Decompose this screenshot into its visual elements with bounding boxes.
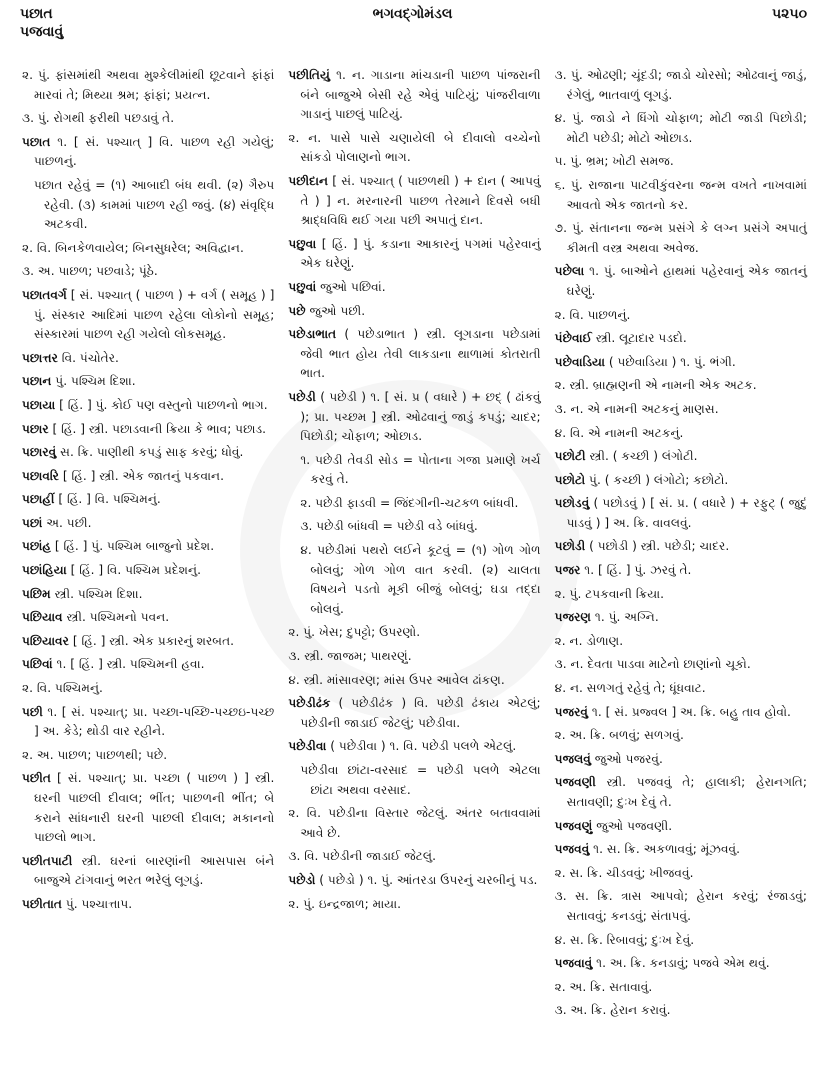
definition-text: ૧. [ હિં. ] પું. ઝરવું તે. bbox=[580, 563, 692, 578]
definition-text: ૨. સ. ક્રિ. ચીડવવું; ખીજવવું. bbox=[554, 865, 694, 880]
columns bbox=[22, 66, 807, 1025]
definition-text: વિ. પંચોતેર. bbox=[57, 350, 119, 365]
headword: પછોડી bbox=[554, 539, 586, 554]
definition-text: ૩. પું. ઓઢણી; ચૂંદડી; જાડો ચોરસો; ઓઢવાનું જાડું, રંગેલું, ભાતવાળું લૂગડું. bbox=[554, 68, 807, 102]
definition-text: ૧. ન. ગાડાના માંચડાની પાછળ પાંજરાની બંને બાજુએ બેસી રહે એવું પાટિયું; પાંજરીવાળા ગાડાનું પાછલું પાટિયું. bbox=[300, 68, 541, 122]
definition-text: [ હિં. ] વિ. પશ્ચિમનું. bbox=[54, 492, 161, 507]
definition-text: ૧. સ. ક્રિ. અકળાવવું; મૂંઝવવું. bbox=[589, 842, 741, 857]
dictionary-entry bbox=[22, 490, 274, 510]
headword: પછિયાવર bbox=[22, 633, 69, 648]
definition-text: ૪. પછેડીમાં પથરો લઈને કૂટવું = (૧) ગોળ ગોળ બોલવું; ગોળ ગોળ વાત કરવી. (૨) ચાલતા વિષયને પડતો મૂકી બીજું બોલવું; ઘડા તદ્દા બોલવું. bbox=[300, 543, 541, 616]
definition-text: [ હિં. ] સ્ત્રી. એક પ્રકારનું શરબત. bbox=[68, 633, 235, 648]
dictionary-entry bbox=[288, 737, 540, 757]
dictionary-entry bbox=[555, 817, 807, 837]
dictionary-entry bbox=[288, 871, 540, 891]
definition-text: ૨. વિ. પાછળનું. bbox=[554, 307, 631, 322]
definition-text: પછેડીવા છાંટા-વરસાદ = પછેડી પલળે એટલા છાંટા અથવા વરસાદ. bbox=[300, 763, 541, 797]
definition-text: ( પછોડવું ) [ સં. પ્ર. ( વધારે ) + રફુટ્ ( જુદું પાડવું ) ] અ. ક્રિ. વાવલવું. bbox=[566, 496, 807, 530]
headword: પછાર bbox=[22, 421, 49, 436]
entry-sense bbox=[555, 306, 807, 326]
definition-text: સ્ત્રી. ઘરનાં બારણાંની આસપાસ બંને બાજુએ ટાંગવાનું ભરત ભરેલું લૂગડું. bbox=[34, 853, 275, 888]
page-number: ૫૨૫૦ bbox=[771, 6, 807, 22]
dictionary-entry bbox=[22, 349, 274, 369]
headword: પછિવાં bbox=[22, 657, 53, 672]
definition-text: ૩. પછેડી બાંધવી = પછેડી વડે બાંધવું. bbox=[300, 519, 478, 534]
guide-word-top: પછાત bbox=[20, 6, 53, 22]
definition-text: ૫. પું. ભ્રમ; ખોટી સમજ. bbox=[554, 154, 674, 169]
dictionary-entry bbox=[555, 773, 807, 812]
entry-sense bbox=[288, 494, 540, 514]
dictionary-entry bbox=[288, 388, 540, 447]
definition-text: ૨. પછેડી ફાડવી = જિંદગીની-ચટકળ બાંધવી. bbox=[300, 495, 519, 510]
dictionary-entry bbox=[288, 66, 540, 125]
dictionary-entry bbox=[555, 329, 807, 349]
dictionary-entry bbox=[555, 353, 807, 373]
headword: પછીદાન bbox=[288, 173, 329, 188]
entry-sense bbox=[22, 66, 274, 105]
entry-sense bbox=[288, 847, 540, 867]
entry-sense bbox=[288, 129, 540, 168]
entry-sense bbox=[288, 647, 540, 667]
entry-sense bbox=[22, 679, 274, 699]
entry-sense bbox=[22, 109, 274, 129]
entry-sense bbox=[555, 219, 807, 258]
headword: પછુવા bbox=[288, 236, 317, 251]
definition-text: સ્ત્રી. પજવવું તે; હાલાકી; હેરાનગતિ; સતાવણી; દુઃખ દેવું તે. bbox=[566, 775, 807, 809]
headword: પછેડાભાત bbox=[288, 327, 337, 342]
dictionary-entry bbox=[288, 325, 540, 384]
entry-sense bbox=[555, 424, 807, 444]
entry-sense bbox=[288, 451, 540, 490]
headword: પજલવું bbox=[554, 751, 591, 766]
dictionary-entry bbox=[22, 561, 274, 581]
dictionary-entry bbox=[288, 235, 540, 274]
definition-text: ૩. પું. રોગથી ફરીથી પછડાવું તે. bbox=[22, 111, 175, 126]
entry-sense bbox=[555, 887, 807, 926]
definition-text: ૩. સ્ત્રી. જાજમ; પાથરણું. bbox=[288, 649, 412, 664]
definition-text: [ હિં. ] પું. કડાના આકારનું પગમાં પહેરવાનું એક ઘરેણું. bbox=[300, 236, 541, 271]
dictionary-entry bbox=[22, 703, 274, 742]
entry-sense bbox=[555, 726, 807, 746]
definition-text: ( પછેડાભાત ) સ્ત્રી. લૂગડાના પછેડામાં જેવી ભાત હોય તેવી લાકડાના થાળામાં કોતરાતી ભાત. bbox=[300, 327, 541, 381]
dictionary-entry bbox=[22, 852, 274, 891]
guide-word-bottom: પજવાવું bbox=[20, 24, 64, 40]
headword: પછોટો bbox=[554, 472, 586, 487]
dictionary-entry bbox=[22, 372, 274, 392]
definition-text: [ હિં. ] સ્ત્રી. એક જાતનું પકવાન. bbox=[58, 468, 224, 483]
definition-text: [ હિં. ] પું. પશ્ચિમ બાજુનો પ્રદેશ. bbox=[50, 539, 215, 554]
dictionary-entry bbox=[22, 585, 274, 605]
definition-text: પું. ( કચ્છી ) લંગોટો; કછોટો. bbox=[585, 472, 729, 487]
dictionary-entry bbox=[22, 420, 274, 440]
definition-text: ૧. [ સં. પ્રજ્વલ ] અ. ક્રિ. બહુ તાવ હોવો. bbox=[588, 704, 791, 719]
dictionary-entry bbox=[555, 750, 807, 770]
entry-sense bbox=[555, 109, 807, 148]
definition-text: ૨. અ. પાછળ; પાછળથી; પછે. bbox=[22, 747, 168, 762]
definition-text: ૨. પું. ફાંસમાંથી અથવા મુશ્કેલીમાંથી છૂટવાને ફાંફાં મારવાં તે; મિથ્યા શ્રમ; ફાંફાં; પ્રયત્ન. bbox=[22, 68, 275, 102]
entry-sense bbox=[288, 671, 540, 691]
entry-sense bbox=[555, 655, 807, 675]
dictionary-entry bbox=[22, 467, 274, 487]
definition-text: જુઓ પજવણી. bbox=[592, 818, 673, 833]
entry-sense bbox=[555, 66, 807, 105]
definition-text: ૧. [ સં. પશ્ચાત્ ] વિ. પાછળ રહી ગયેલું; પાછળનું. bbox=[34, 134, 275, 169]
definition-text: ૧. પું. બાઓને હાથમાં પહેરવાનું એક જાતનું ઘરેણું. bbox=[566, 264, 807, 298]
definition-text: ૪. પું. જાડો ને ધિંગો ચોફાળ; મોટી જાડી પિછોડી; મોટી પછેડી; મોટો ઓછાડ. bbox=[554, 111, 807, 145]
entry-sense bbox=[555, 632, 807, 652]
definition-text: ૩. સ. ક્રિ. ત્રાસ આપવો; હેરાન કરવું; રંજાડવું; સતાવવું; કનડવું; સંતાપવું. bbox=[554, 889, 807, 923]
dictionary-entry bbox=[555, 537, 807, 557]
definition-text: ૨. અ. ક્રિ. સતાવાવું. bbox=[554, 979, 653, 994]
definition-text: ( પછોડી ) સ્ત્રી. પછેડી; ચાદર. bbox=[585, 539, 730, 554]
definition-text: [ સં. પશ્ચાત્ ( પાછળ ) + વર્ગ ( સમૂહ ) ] પું. સંસ્કાર આદિમાં પાછળ રહેલા લોકોનો સમૂહ; સંસ્કારમાં પાછળ રહી ગયેલો લોકસમૂહ. bbox=[34, 287, 275, 342]
definition-text: [ હિં. ] વિ. પશ્ચિમ પ્રદેશનું. bbox=[66, 563, 202, 578]
headword: પજરવું bbox=[554, 704, 588, 719]
headword: પજવવું bbox=[554, 842, 590, 857]
definition-text: ૨. અ. ક્રિ. બળવું; સળગવું. bbox=[554, 728, 684, 743]
entry-sense bbox=[555, 176, 807, 215]
entry-sense bbox=[288, 623, 540, 643]
entry-sense bbox=[288, 517, 540, 537]
headword: પછાહીં bbox=[22, 492, 55, 507]
entry-sense bbox=[555, 152, 807, 172]
dictionary-entry bbox=[555, 262, 807, 301]
definition-text: ( પછેડો ) ૧. પું. આંતરડા ઉપરનું ચરબીનું પડ. bbox=[315, 872, 538, 887]
headword: પજર bbox=[554, 563, 581, 578]
dictionary-entry bbox=[22, 443, 274, 463]
definition-text: જુઓ પછિવાં. bbox=[316, 279, 386, 294]
entry-sense bbox=[22, 239, 274, 259]
dictionary-entry bbox=[22, 133, 274, 172]
definition-text: ૨. પું. ખેસ; દુપટ્ટો; ઉપરણો. bbox=[288, 625, 421, 640]
headword: પછેડો bbox=[288, 872, 316, 887]
headword: પછેડીવા bbox=[288, 739, 327, 754]
column-middle bbox=[288, 66, 540, 1025]
entry-sense bbox=[22, 176, 274, 235]
definition-text: [ સં. પશ્ચાત્; પ્રા. પચ્છા ( પાછળ ) ] સ્ત્રી. ઘરની પાછલી દીવાલ; ભીંત; પાછળની ભીંત; બે કરાને સાંધનારી ઘરની પાછલી દીવાલ; મકાનનો પાછલો ભાગ. bbox=[34, 771, 275, 845]
headword: પછે bbox=[288, 303, 306, 318]
entry-sense bbox=[555, 864, 807, 884]
dictionary-entry bbox=[555, 608, 807, 628]
entry-sense bbox=[555, 585, 807, 605]
dictionary-entry bbox=[555, 447, 807, 467]
definition-text: સ્ત્રી. ( કચ્છી ) લંગોટી. bbox=[585, 449, 698, 464]
definition-text: ૨. પું. ઇન્દ્રજાળ; માયા. bbox=[288, 896, 402, 911]
dictionary-entry bbox=[22, 769, 274, 847]
dictionary-entry bbox=[288, 302, 540, 322]
entry-sense bbox=[555, 376, 807, 396]
headword: પજવણી bbox=[554, 775, 596, 790]
headword: પછાયા bbox=[22, 397, 56, 412]
headword: પછુવાં bbox=[288, 279, 317, 294]
definition-text: ૨. પું. ટપકવાની ક્રિયા. bbox=[554, 586, 665, 601]
headword: પછીતાત bbox=[22, 896, 62, 911]
dictionary-entry bbox=[22, 895, 274, 915]
definition-text: સ્ત્રી. લૂટાદાર પડદો. bbox=[591, 331, 687, 346]
headword: પછાં bbox=[22, 515, 43, 530]
definition-text: ( પછેડી ) ૧. [ સં. પ્ર ( વધારે ) + છદ્ ( ઢાંકવું ); પ્રા. પચ્છમ ] સ્ત્રી. ઓઢવાનું જાડું કપડું; ચાદર; પિછોડી; ચોફાળ; ઓછાડ. bbox=[300, 389, 541, 444]
definition-text: ૩. અ. પાછળ; પછવાડે; પૂંઠે. bbox=[22, 264, 158, 279]
definition-text: ( પછેડીઢંક ) વિ. પછેડી ઢંકાય એટલું; પછેડીની જાડાઈ જેટલું; પછેડીવા. bbox=[300, 696, 541, 730]
definition-text: ૨. ન. ડોળાણ. bbox=[554, 633, 624, 648]
definition-text: ૩. ન. એ નામની અટકનું માણસ. bbox=[554, 401, 719, 416]
definition-text: ( પછેડીવા ) ૧. વિ. પછેડી પલળે એટલું. bbox=[326, 739, 517, 754]
definition-text: ૨. વિ. બિનકેળવાયેલ; બિનસુધરેલ; અવિદ્વાન. bbox=[22, 240, 244, 255]
definition-text: ૪. સ્ત્રી. માંસાવરણ; માંસ ઉપર આવેલ ઢાંકણ. bbox=[288, 672, 505, 687]
headword: પછીતપાટી bbox=[22, 853, 73, 868]
headword: પછેડીઢંક bbox=[288, 696, 331, 711]
definition-text: [ હિં. ] સ્ત્રી. પછાડવાની ક્રિયા કે ભાવ; પછાડ. bbox=[48, 421, 267, 436]
dictionary-entry bbox=[288, 172, 540, 231]
definition-text: [ સં. પશ્ચાત્ ( પાછળથી ) + દાન ( આપવું તે ) ] ન. મરનારની પાછળ તેરમાને દિવસે બધી શ્રાદ્ધવિધિ થઈ ગયા પછી અપાતું દાન. bbox=[300, 173, 541, 228]
headword: પછી bbox=[22, 704, 43, 719]
headword: પછારવું bbox=[22, 445, 57, 460]
definition-text: ૨. વિ. પશ્ચિમનું. bbox=[22, 681, 103, 696]
dictionary-entry bbox=[555, 471, 807, 491]
definition-text: પું. પશ્ચિમ દિશા. bbox=[51, 374, 136, 389]
dictionary-entry bbox=[288, 278, 540, 298]
entry-sense bbox=[555, 978, 807, 998]
definition-text: ૪. સ. ક્રિ. રિબાવવું; દુઃખ દેવું. bbox=[554, 932, 695, 947]
entry-sense bbox=[288, 895, 540, 915]
headword: પછાત bbox=[22, 134, 51, 149]
entry-sense bbox=[555, 679, 807, 699]
headword: પજવાવું bbox=[554, 956, 593, 971]
headword: પછીત bbox=[22, 771, 51, 786]
definition-text: ૪. વિ. એ નામની અટકનું. bbox=[554, 425, 684, 440]
definition-text: ૩. અ. ક્રિ. હેરાન કરાવું. bbox=[554, 1003, 671, 1018]
dictionary-entry bbox=[555, 494, 807, 533]
headword: પછિમ bbox=[22, 586, 51, 601]
entry-sense bbox=[288, 804, 540, 843]
dictionary-entry bbox=[555, 561, 807, 581]
entry-sense bbox=[288, 761, 540, 800]
definition-text: ૧. [ સં. પશ્ચાત્; પ્રા. પચ્છા-પચ્છિ-પચ્છઇ-પચ્છ ] અ. કેડે; થોડી વાર રહીને. bbox=[34, 704, 275, 739]
headword: પછેવાડિયા bbox=[554, 354, 605, 369]
dictionary-entry bbox=[22, 396, 274, 416]
dictionary-entry bbox=[22, 514, 274, 534]
dictionary-entry bbox=[22, 608, 274, 628]
entry-sense bbox=[555, 931, 807, 951]
headword: પજવણું bbox=[554, 818, 593, 833]
headword: પછેડી bbox=[288, 389, 316, 404]
definition-text: ૨. ન. પાસે પાસે ચણાયેલી બે દીવાલો વચ્ચેનો સાંકડો પોલાણનો ભાગ. bbox=[288, 130, 541, 165]
definition-text: સ્ત્રી. પશ્ચિમનો પવન. bbox=[62, 610, 170, 625]
definition-text: ૪. ન. સળગતું રહેવું તે; ધૂંધવાટ. bbox=[554, 681, 706, 696]
column-right bbox=[555, 66, 807, 1025]
dictionary-entry bbox=[22, 537, 274, 557]
headword: પછાંહ bbox=[22, 539, 51, 554]
dictionary-entry bbox=[555, 703, 807, 723]
definition-text: પછાત રહેવું = (૧) આબાદી બંધ થવી. (૨) ગૈરુપ રહેવી. (૩) કામમાં પાછળ રહી જવું. (૪) સંવૃદ્ધિ અટકવી. bbox=[34, 177, 275, 232]
definition-text: ૭. પું. સંતાનના જન્મ પ્રસંગે કે લગ્ન પ્રસંગે અપાતું કીમતી વસ્ત્ર અથવા અવેજ. bbox=[554, 221, 807, 255]
definition-text: ૨. વિ. પછેડીના વિસ્તાર જેટલું. અંતર બતાવવામાં આવે છે. bbox=[288, 806, 541, 840]
dictionary-entry bbox=[22, 632, 274, 652]
definition-text: ૩. વિ. પછેડીની જાડાઈ જેટલું. bbox=[288, 849, 436, 864]
headword: પછેલા bbox=[554, 264, 585, 279]
definition-text: ૧. પછેડી તેવડી સોડ = પોતાના ગજા પ્રમાણે ખર્ચ કરવું તે. bbox=[300, 452, 541, 487]
headword: પજરણ bbox=[554, 610, 592, 625]
definition-text: ૧. અ. ક્રિ. કનડાવું; પજવે એમ થવું. bbox=[592, 956, 770, 971]
dictionary-entry bbox=[555, 840, 807, 860]
definition-text: સ. ક્રિ. પાણીથી કપડું સાફ કરવું; ધોવું. bbox=[56, 445, 244, 460]
definition-text: ૬. પું. રાજાના પાટવીકુંવરના જન્મ વખતે નાખવામાં આવતો એક જાતનો કર. bbox=[554, 177, 807, 212]
definition-text: ૨. સ્ત્રી. બ્રાહ્મણની એ નામની એક અટક. bbox=[554, 378, 757, 393]
definition-text: ૧. પું. અગ્નિ. bbox=[591, 610, 659, 625]
headword: પછાતવર્ગ bbox=[22, 287, 67, 302]
headword: પછીતિયું bbox=[288, 68, 330, 82]
entry-sense bbox=[22, 746, 274, 766]
definition-text: ૧. [ હિં. ] સ્ત્રી. પશ્ચિમની હવા. bbox=[52, 657, 205, 672]
definition-text: [ હિં. ] પું. કોઈ પણ વસ્તુનો પાછળનો ભાગ. bbox=[55, 397, 268, 412]
headword: પછાંહિયા bbox=[22, 563, 67, 578]
entry-sense bbox=[555, 1001, 807, 1021]
column-left bbox=[22, 66, 274, 1025]
definition-text: જુઓ પજરવું. bbox=[590, 751, 663, 766]
headword: પછાત્તર bbox=[22, 350, 58, 365]
headword: પછોટી bbox=[554, 449, 586, 464]
dictionary-entry bbox=[22, 286, 274, 345]
headword: પછિયાવ bbox=[22, 610, 63, 625]
dictionary-entry bbox=[288, 694, 540, 733]
entry-sense bbox=[288, 541, 540, 619]
definition-text: ( પછેવાડિયા ) ૧. પું. ભંગી. bbox=[604, 354, 736, 369]
headword: પછાવરિ bbox=[22, 468, 59, 483]
dictionary-entry bbox=[22, 655, 274, 675]
page-title: ભગવદ્ગોમંડલ bbox=[372, 6, 453, 22]
dictionary-entry bbox=[555, 954, 807, 974]
entry-sense bbox=[22, 262, 274, 282]
definition-text: પું. પશ્ચાત્તાપ. bbox=[61, 896, 133, 911]
definition-text: ૩. ન. દેવતા પાડવા માટેનો છાણાંનો ચૂકો. bbox=[554, 657, 751, 672]
headword: પછોડવું bbox=[554, 496, 590, 511]
headword: પછાન bbox=[22, 374, 52, 389]
definition-text: અ. પછી. bbox=[42, 515, 92, 530]
definition-text: જુઓ પછી. bbox=[305, 303, 366, 318]
definition-text: સ્ત્રી. પશ્ચિમ દિશા. bbox=[50, 586, 143, 601]
headword: પંછેવાઈ bbox=[554, 331, 592, 346]
entry-sense bbox=[555, 400, 807, 420]
